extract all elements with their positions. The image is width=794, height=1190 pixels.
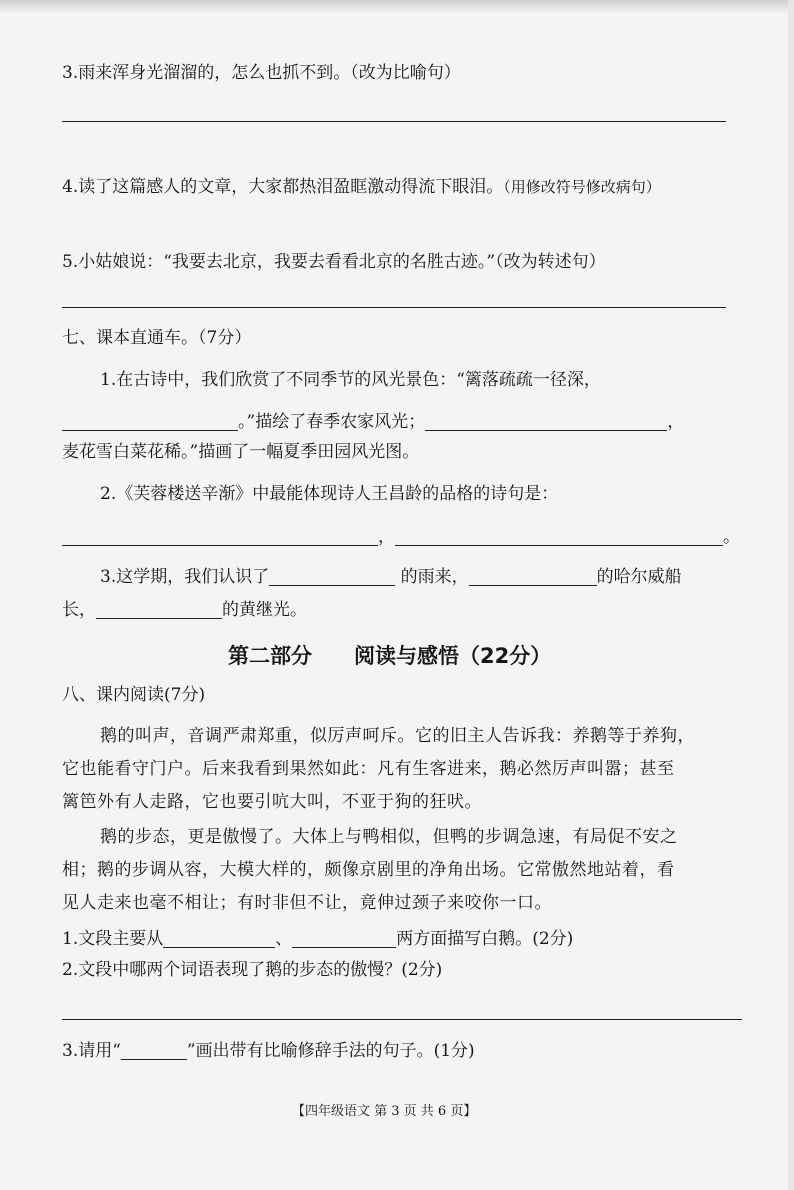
answer-line-r2[interactable] xyxy=(62,1019,742,1020)
s7-q3-text-d: 长， xyxy=(62,600,96,620)
underline-sample xyxy=(121,1041,187,1060)
poem-blank-1[interactable] xyxy=(62,412,238,431)
question-3-rewrite: 3.雨来浑身光溜溜的，怎么也抓不到。（改为比喻句） xyxy=(62,63,461,83)
reading-question-2: 2.文段中哪两个词语表现了鹅的步态的傲慢？(2分) xyxy=(62,960,443,980)
poem-line-blank-2[interactable] xyxy=(395,527,723,546)
s7-question-1-line-3: 麦花雪白菜花稀。”描画了一幅夏季田园风光图。 xyxy=(62,442,420,462)
s7-q3-text-e: 的黄继光。 xyxy=(222,600,307,620)
poem-blank-2[interactable] xyxy=(425,412,667,431)
r1-text-a: 1.文段主要从 xyxy=(62,929,164,949)
character-blank-1[interactable] xyxy=(269,567,395,586)
answer-line-q5[interactable] xyxy=(62,307,726,308)
s7-question-1-comma: ， xyxy=(667,412,685,432)
s7-question-1-line-2 xyxy=(62,411,684,433)
s7-q2-comma: ， xyxy=(378,527,395,547)
r3-text-b: ”画出带有比喻修辞手法的句子。(1分) xyxy=(186,1041,475,1061)
passage-p1-line-3: 篱笆外有人走路，它也要引吭大叫，不亚于狗的狂吠。 xyxy=(62,792,482,812)
s7-question-3-line-2 xyxy=(62,599,307,621)
answer-line-q3[interactable] xyxy=(62,121,726,122)
section-8-title: 八、课内阅读(7分) xyxy=(62,685,206,705)
poem-line-blank-1[interactable] xyxy=(62,527,378,546)
reading-question-3 xyxy=(62,1040,475,1062)
reading-question-1 xyxy=(62,928,573,950)
r3-text-a: 3.请用“ xyxy=(62,1041,121,1061)
question-4 xyxy=(62,176,661,198)
passage-p1-line-2: 它也能看守门户。后来我看到果然如此：凡有生客进来，鹅必然厉声叫嚣；甚至 xyxy=(62,759,675,779)
question-4-note: （用修改符号修改病句） xyxy=(503,178,661,196)
s7-question-1-line-1: 1.在古诗中，我们欣赏了不同季节的风光景色：“篱落疏疏一径深， xyxy=(100,370,601,390)
s7-question-2-answer xyxy=(62,526,740,548)
passage-p2-line-3: 见人走来也毫不相让；有时非但不让，竟伸过颈子来咬你一口。 xyxy=(62,893,552,913)
r1-text-b: 两方面描写白鹅。(2分) xyxy=(396,929,574,949)
s7-q3-text-c: 的哈尔威船 xyxy=(596,567,682,587)
passage-p2-line-2: 相；鹅的步调从容，大模大样的，颇像京剧里的净角出场。它常傲然地站着，看 xyxy=(62,860,675,880)
aspect-blank-2[interactable] xyxy=(292,929,396,948)
section-7-title: 七、课本直通车。（7分） xyxy=(62,328,252,348)
s7-q3-text-a: 3.这学期，我们认识了 xyxy=(100,567,270,587)
character-blank-3[interactable] xyxy=(96,600,222,619)
part-2-heading: 第二部分 阅读与感悟（22分） xyxy=(228,644,552,668)
passage-p1-line-1: 鹅的叫声，音调严肃郑重，似厉声呵斥。它的旧主人告诉我：养鹅等于养狗， xyxy=(100,726,695,746)
s7-question-1-text-b: 。”描绘了春季农家风光； xyxy=(238,412,426,432)
s7-q3-text-b: 的雨来， xyxy=(400,567,469,587)
page-footer: 【四年级语文 第 3 页 共 6 页】 xyxy=(292,1104,477,1119)
question-5: 5.小姑娘说：“我要去北京，我要去看看北京的名胜古迹。”（改为转述句） xyxy=(62,252,606,272)
scan-edge-top xyxy=(0,0,794,14)
scan-edge-right xyxy=(788,0,794,1190)
s7-question-2: 2.《芙蓉楼送辛渐》中最能体现诗人王昌龄的品格的诗句是： xyxy=(100,484,559,504)
passage-p2-line-1: 鹅的步态，更是傲慢了。大体上与鸭相似，但鸭的步调急速，有局促不安之 xyxy=(100,827,678,847)
r1-separator: 、 xyxy=(275,929,293,949)
question-4-text: 4.读了这篇感人的文章，大家都热泪盈眶激动得流下眼泪。 xyxy=(62,177,504,197)
s7-question-3-line-1 xyxy=(100,566,682,588)
s7-q2-period: 。 xyxy=(723,527,740,547)
aspect-blank-1[interactable] xyxy=(163,929,275,948)
character-blank-2[interactable] xyxy=(469,567,597,586)
